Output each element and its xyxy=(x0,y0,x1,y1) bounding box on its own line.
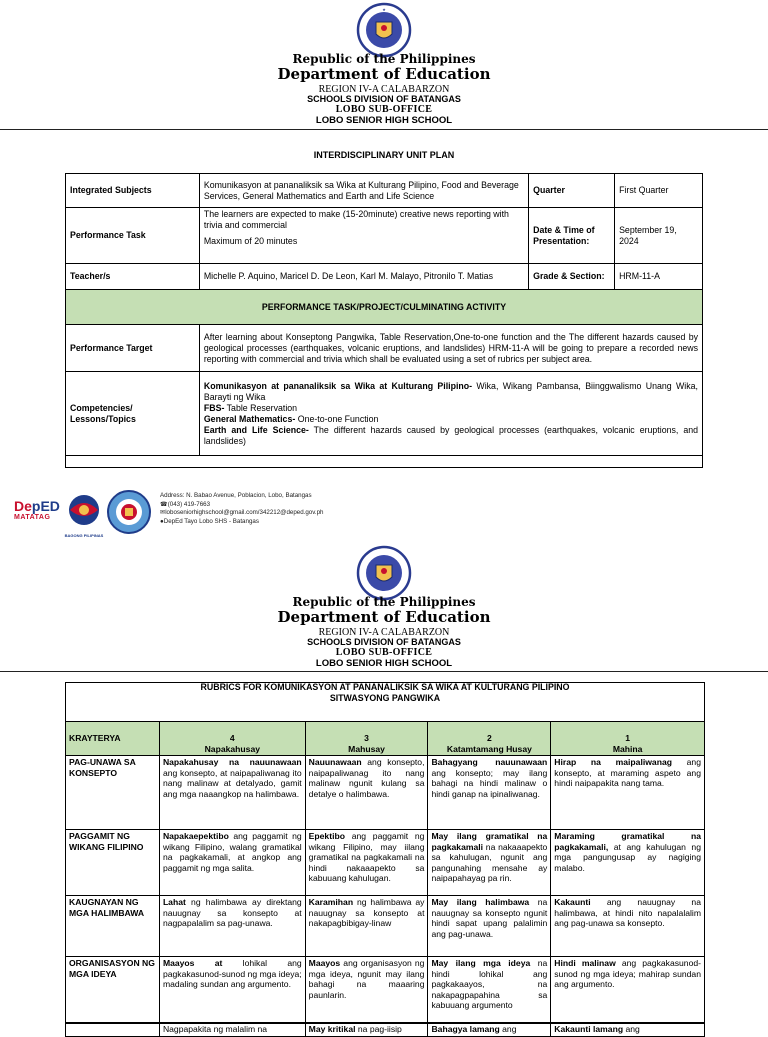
level-header xyxy=(551,722,705,756)
level-name: Napakahusay xyxy=(204,743,261,754)
quarter-value: First Quarter xyxy=(615,174,703,208)
facebook-text: DepEd Tayo Lobo SHS - Batangas xyxy=(163,517,259,525)
grade-label: Grade & Section: xyxy=(529,264,615,290)
descriptor-cell xyxy=(159,830,305,896)
criteria-header: KRAYTERYA xyxy=(66,722,160,756)
lobo-shs-seal-icon xyxy=(106,488,152,536)
descriptor-text: ang xyxy=(499,1024,517,1034)
table-row xyxy=(66,456,703,468)
descriptor-key: Maayos at xyxy=(162,958,223,968)
criterion-cell: ORGANISASYON NG MGA IDEYA xyxy=(66,957,160,1023)
descriptor-key: Kakaunti xyxy=(554,897,591,907)
descriptor-cell xyxy=(159,957,305,1023)
table-row xyxy=(66,290,703,325)
descriptor-text: na nakaaapekto sa kahulugan, ngunit ang pangunahing mensahe ay naipapahayag pa rin. xyxy=(431,841,548,883)
matatag-text: MATATAG xyxy=(14,514,51,521)
facebook-icon: ● xyxy=(160,517,164,525)
bagong-pilipinas-text: BAGONG PILIPINAS xyxy=(64,533,104,538)
descriptor-key: Napakahusay na nauunawaan xyxy=(162,757,302,767)
descriptor-key: Hindi malinaw xyxy=(554,958,616,968)
phone-text: (043) 419-7663 xyxy=(167,500,211,508)
descriptor-cell xyxy=(305,957,428,1023)
subjects-label: Integrated Subjects xyxy=(66,174,200,208)
date-value: September 19, 2024 xyxy=(615,208,703,264)
descriptor-text: ang organisasyon ng mga ideya, ngunit may ilang bahagi na maaaring paunlarin. xyxy=(308,958,425,1000)
competency-subject: General Mathematics- xyxy=(203,413,296,424)
republic-line: Republic of the Philippines xyxy=(292,52,476,66)
table-row xyxy=(66,830,705,896)
descriptor-cell xyxy=(428,896,551,957)
descriptor-key: Bahagya lamang xyxy=(431,1024,500,1034)
descriptor-cell xyxy=(428,830,551,896)
descriptor-text: ang konsepto, at maraming aspeto ang hindi naipapakita nang tama. xyxy=(554,757,701,788)
competency-topic: One-to-one Function xyxy=(295,413,379,424)
descriptor-cell xyxy=(428,957,551,1023)
descriptor-cell xyxy=(428,1023,551,1037)
address-text: Address: N. Babao Avenue, Poblacion, Lobo, Batangas xyxy=(160,492,312,499)
table-row xyxy=(66,208,703,264)
descriptor-text: ang konsepto; may ilang bahagi na hindi malinaw o hindi ganap na ipinaliwanag. xyxy=(431,767,548,799)
level-score: 3 xyxy=(364,733,369,743)
descriptor-text: na hindi lohikal ang pagkakaayos, na nakapagpapahina sa kabuuang argumento xyxy=(431,958,548,1010)
unit-plan-table xyxy=(65,173,703,468)
school-line: LOBO SENIOR HIGH SCHOOL xyxy=(315,658,453,669)
task-value xyxy=(199,208,528,264)
competency-subject: FBS- xyxy=(203,402,225,413)
table-row xyxy=(66,1023,705,1037)
plan-title: INTERDISCIPLINARY UNIT PLAN xyxy=(313,150,455,160)
deped-seal-icon xyxy=(349,2,419,58)
activity-band: PERFORMANCE TASK/PROJECT/CULMINATING ACTIVITY xyxy=(66,290,703,325)
rubric-title-line: RUBRICS FOR KOMUNIKASYON AT PANANALIKSIK SA WIKA AT KULTURANG PILIPINO xyxy=(200,682,570,692)
rubric-title xyxy=(65,682,705,704)
page-footer xyxy=(0,486,768,542)
task-duration: Maximum of 20 minutes xyxy=(203,236,298,246)
table-header-row xyxy=(66,722,705,756)
table-row xyxy=(66,174,703,208)
email-text: loboseniorhighschool@gmail.com/342212@deped.gov.ph xyxy=(165,509,324,516)
competencies-value xyxy=(199,372,702,456)
target-label: Performance Target xyxy=(66,325,200,372)
deped-logo-part: De xyxy=(14,498,32,514)
teachers-value: Michelle P. Aquino, Maricel D. De Leon, Karl M. Malayo, Pitronilo T. Matias xyxy=(199,264,528,290)
competency-topic: The different hazards caused by geological processes (earthquakes, volcanic eruptions, and landslides) xyxy=(203,424,699,446)
descriptor-cell xyxy=(159,1023,305,1037)
descriptor-text: Nagpapakita ng malalim na xyxy=(162,1024,268,1034)
region-line: REGION IV-A CALABARZON xyxy=(318,84,450,95)
table-row xyxy=(66,264,703,290)
descriptor-key: Hirap na maipaliwanag xyxy=(554,757,672,767)
sub-office-line: LOBO SUB-OFFICE xyxy=(335,104,433,115)
descriptor-cell xyxy=(159,896,305,957)
school-line: LOBO SENIOR HIGH SCHOOL xyxy=(315,115,453,126)
task-description: The learners are expected to make (15-20minute) creative news reporting with trivia and commercial xyxy=(203,209,509,230)
descriptor-cell xyxy=(551,1023,705,1037)
descriptor-key: May ilang mga ideya xyxy=(431,958,531,968)
descriptor-text: ang konsepto, at naipapaliwanag ito nang malinaw at detalyado, gamit ang mga naaangkop na halimbawa. xyxy=(162,767,302,799)
region-line: REGION IV-A CALABARZON xyxy=(318,627,450,638)
competency-subject: Komunikasyon at pananaliksik sa Wika at Kulturang Pilipino- xyxy=(203,380,473,391)
level-name: Katamtamang Husay xyxy=(446,743,532,754)
competency-item xyxy=(204,414,698,425)
level-name: Mahina xyxy=(612,743,643,754)
descriptor-cell xyxy=(305,896,428,957)
descriptor-key: Bahagyang nauunawaan xyxy=(431,757,548,767)
competency-subject: Earth and Life Science- xyxy=(203,424,309,435)
teachers-label: Teacher/s xyxy=(66,264,200,290)
criterion-cell xyxy=(66,1023,160,1037)
phone-icon: ☎ xyxy=(160,500,168,508)
table-row xyxy=(66,325,703,372)
grade-value: HRM-11-A xyxy=(615,264,703,290)
department-line: Department of Education xyxy=(277,65,491,83)
rubric-table xyxy=(65,721,705,1037)
deped-logo-part: pED xyxy=(31,498,60,514)
descriptor-cell xyxy=(551,896,705,957)
level-score: 4 xyxy=(229,733,235,743)
rubric-subtitle-line: SITWASYONG PANGWIKA xyxy=(329,693,441,703)
descriptor-cell xyxy=(305,1023,428,1037)
descriptor-text: ang nauugnay na halimbawa, at hindi nito napalalalim ang pag-unawa sa konsepto. xyxy=(554,897,701,928)
criterion-cell: PAG-UNAWA SA KONSEPTO xyxy=(66,756,160,830)
descriptor-key: Napakaepektibo xyxy=(162,831,229,841)
table-row xyxy=(66,957,705,1023)
target-value: After learning about Konseptong Pangwika, Table Reservation,One-to-one function and the The different hazards caused by geological processes (earthquakes, volcanic eruptions, and landslides) HRM-11-A will be going to prepare a recorded news reporting with commercial and trivia which shall be evaluated using a set of rubrics per subject area. xyxy=(199,325,702,372)
descriptor-key: Nauunawaan xyxy=(308,757,362,767)
descriptor-text: na pag-iisip xyxy=(355,1024,402,1034)
level-header xyxy=(305,722,428,756)
descriptor-key: Lahat xyxy=(162,897,186,907)
competency-topic: Table Reservation xyxy=(224,402,298,413)
criterion-cell: PAGGAMIT NG WIKANG FILIPINO xyxy=(66,830,160,896)
descriptor-key: May kritikal xyxy=(308,1024,356,1034)
descriptor-text: ang paggamit ng wikang Filipino, walang gramatikal na pagkakamali, at angkop ang paggamit ng mga salita. xyxy=(162,831,302,873)
sub-office-line: LOBO SUB-OFFICE xyxy=(335,647,433,658)
descriptor-cell xyxy=(551,756,705,830)
bagong-pilipinas-icon xyxy=(64,492,104,528)
table-row xyxy=(66,896,705,957)
descriptor-text: lohikal ang pagkakasunod-sunod ng mga ideya; madaling sundan ang argumento. xyxy=(162,958,302,989)
descriptor-cell xyxy=(551,830,705,896)
table-row xyxy=(66,756,705,830)
descriptor-text: ang xyxy=(623,1024,640,1034)
competency-item xyxy=(204,403,698,414)
bagong-pilipinas-logo xyxy=(64,492,104,536)
email-line xyxy=(160,509,324,518)
header-divider xyxy=(0,671,768,672)
contact-info xyxy=(160,492,324,526)
department-line: Department of Education xyxy=(277,608,491,626)
descriptor-text: ang konsepto, naipapaliwanag ito nang malinaw ngunit kulang sa detalye o halimbawa. xyxy=(308,757,425,799)
descriptor-cell xyxy=(551,957,705,1023)
descriptor-cell xyxy=(305,756,428,830)
descriptor-key: Maayos xyxy=(308,958,341,968)
deped-matatag-logo xyxy=(14,498,60,521)
division-line: SCHOOLS DIVISION OF BATANGAS xyxy=(307,94,461,104)
date-label: Date & Time of Presentation: xyxy=(529,208,615,264)
descriptor-text: ng halimbawa ay nauugnay sa konsepto at nakapagbibigay-linaw xyxy=(308,897,425,928)
phone-line xyxy=(160,501,324,510)
descriptor-key: May ilang halimbawa xyxy=(431,897,530,907)
descriptor-key: Maraming gramatikal na pagkakamali, xyxy=(554,831,701,852)
descriptor-cell xyxy=(159,756,305,830)
header-divider xyxy=(0,129,768,130)
competency-topic: Wika, Wikang Pambansa, Biinggwalismo Unang Wika, Barayti ng Wika xyxy=(203,380,698,402)
descriptor-text: ang paggamit ng wikang Filipino, may iilang gramatikal na pagkakamali na hindi nakaaapekto sa kabuuang kahulugan. xyxy=(308,831,425,883)
competency-item xyxy=(204,425,698,447)
task-label: Performance Task xyxy=(66,208,200,264)
republic-line: Republic of the Philippines xyxy=(292,595,476,609)
level-header xyxy=(428,722,551,756)
descriptor-text: ang pagkakasunod-sunod ng mga ideya; mahirap sundan ang argumento. xyxy=(554,958,702,989)
descriptor-cell xyxy=(305,830,428,896)
level-name: Mahusay xyxy=(348,743,385,754)
division-line: SCHOOLS DIVISION OF BATANGAS xyxy=(307,637,461,647)
descriptor-key: May ilang gramatikal na pagkakamali xyxy=(431,831,548,852)
level-score: 1 xyxy=(625,733,631,743)
descriptor-text: at ang kahulugan ng mga pangungusap ay nagiging malabo. xyxy=(554,841,701,873)
competency-item xyxy=(204,381,698,403)
competencies-label: Competencies/ Lessons/Topics xyxy=(66,372,200,456)
subjects-value: Komunikasyon at pananaliksik sa Wika at Kulturang Pilipino, Food and Beverage Services, General Mathematics and Earth and Life Science xyxy=(199,174,528,208)
descriptor-cell xyxy=(428,756,551,830)
level-header xyxy=(159,722,305,756)
criterion-cell: KAUGNAYAN NG MGA HALIMBAWA xyxy=(66,896,160,957)
quarter-label: Quarter xyxy=(529,174,615,208)
descriptor-key: Kakaunti lamang xyxy=(554,1024,624,1034)
rubric-body xyxy=(66,756,705,1037)
level-score: 2 xyxy=(486,733,492,743)
deped-seal-icon xyxy=(349,545,419,601)
descriptor-key: Karamihan xyxy=(308,897,354,907)
descriptor-text: ng halimbawa ay direktang nauugnay sa konsepto at nagpapalalim sa pag-unawa. xyxy=(162,897,302,928)
facebook-line xyxy=(160,518,324,527)
table-row xyxy=(66,372,703,456)
descriptor-text: na nauugnay sa konsepto ngunit hindi sapat upang palalimin ang pag-unawa. xyxy=(431,897,548,939)
email-icon: ✉ xyxy=(160,509,166,516)
empty-row xyxy=(66,456,703,468)
descriptor-key: Epektibo xyxy=(308,831,345,841)
svg-text:★: ★ xyxy=(382,7,386,12)
